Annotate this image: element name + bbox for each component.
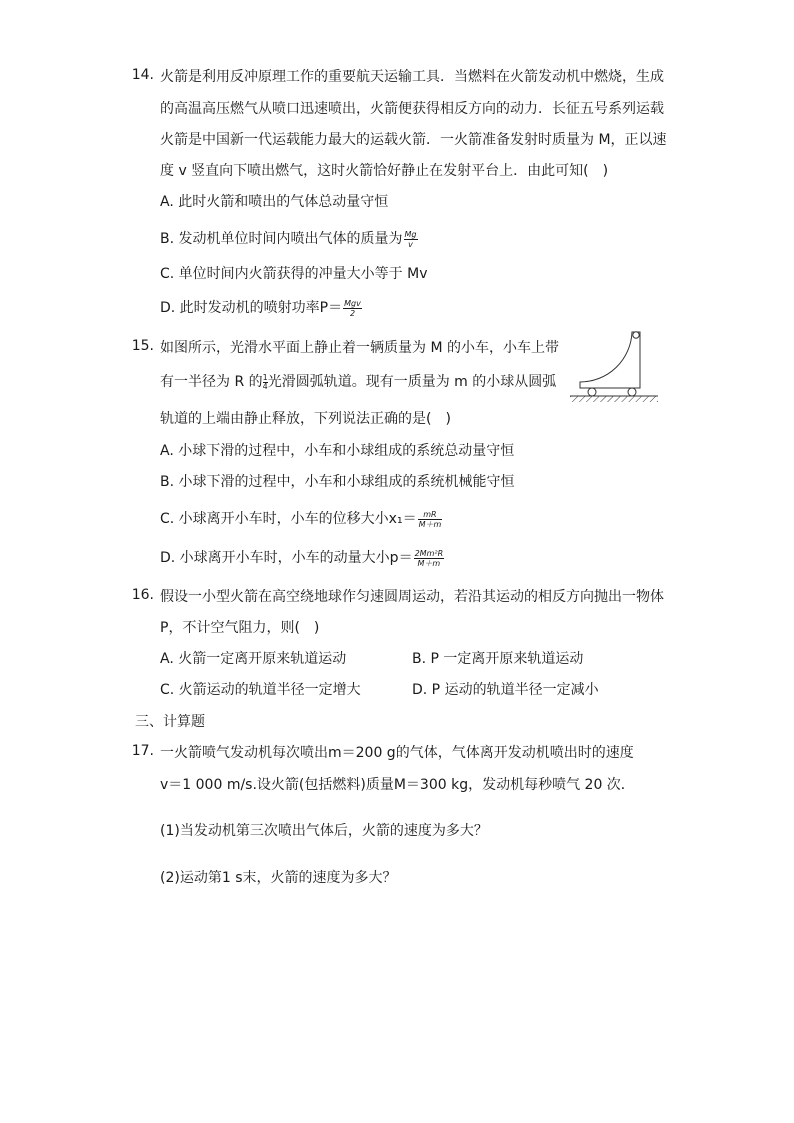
q14-option-b-numerator: Mg: [404, 229, 417, 239]
q15-quarter-denominator: 4: [262, 381, 268, 391]
q14-stem-line-4: 度 v 竖直向下喷出燃气，这时火箭恰好静止在发射平台上．由此可知( ): [160, 163, 609, 179]
q14-stem-line-2: 的高温高压燃气从喷口迅速喷出，火箭便获得相反方向的动力．长征五号系列运载: [160, 101, 664, 117]
q14-number: 14.: [131, 67, 154, 83]
q14-option-d: [160, 298, 363, 318]
q15-option-d-numerator: 2Mm²R: [414, 548, 444, 558]
q14-option-b-denominator: v: [408, 239, 413, 249]
q15-option-d-fraction: [414, 549, 445, 568]
q14-option-a: A. 此时火箭和喷出的气体总动量守恒: [160, 194, 389, 210]
q17-stem-line-1: 一火箭喷气发动机每次喷出m＝200 g的气体，气体离开发动机喷出时的速度: [160, 745, 634, 761]
q14-option-b-fraction: [404, 230, 418, 249]
cart-body: [580, 332, 640, 388]
q17-stem-line-2: v＝1 000 m/s.设火箭(包括燃料)质量M＝300 kg，发动机每秒喷气 20 次．: [160, 777, 635, 793]
wheel-left: [588, 388, 596, 396]
q14-option-d-denominator: 2: [349, 308, 356, 318]
q14-option-b: [160, 229, 419, 249]
ball: [633, 332, 639, 338]
q16-option-a: A. 火箭一定离开原来轨道运动: [160, 651, 347, 667]
q15-option-d: [160, 548, 445, 568]
q15-option-d-text: D. 小球离开小车时，小车的动量大小p＝: [160, 550, 413, 566]
q14-option-d-fraction: [343, 299, 362, 318]
q14-stem-line-3: 火箭是中国新一代运载能力最大的运载火箭．一火箭准备发射时质量为 M，正以速: [160, 132, 667, 148]
q15-stem-line-1: 如图所示，光滑水平面上静止着一辆质量为 M 的小车，小车上带: [160, 340, 559, 356]
q14-option-d-numerator: Mgv: [344, 298, 361, 308]
q16-option-d: D. P 运动的轨道半径一定减小: [412, 682, 599, 698]
wheel-right: [628, 388, 636, 396]
q15-option-c-numerator: mR: [418, 510, 443, 520]
q14-option-b-text: B. 发动机单位时间内喷出气体的质量为: [160, 231, 403, 247]
q17-subquestion-1: (1)当发动机第三次喷出气体后，火箭的速度为多大？: [160, 823, 488, 839]
q14-option-d-text: D. 此时发动机的喷射功率P＝: [160, 300, 343, 316]
q15-number: 15.: [131, 338, 154, 354]
q16-stem-line-1: 假设一小型火箭在高空绕地球作匀速圆周运动，若沿其运动的相反方向抛出一物体: [160, 589, 664, 605]
q14-option-c: C. 单位时间内火箭获得的冲量大小等于 Mv: [160, 266, 428, 282]
q17-subquestion-2: (2)运动第1 s末，火箭的速度为多大？: [160, 870, 397, 886]
q16-option-c: C. 火箭运动的轨道半径一定增大: [160, 682, 361, 698]
q15-stem-line-3: 轨道的上端由静止释放，下列说法正确的是( ): [160, 411, 451, 427]
q15-quarter-numerator: 1: [262, 372, 268, 382]
q15-option-c-denominator: M＋m: [418, 519, 442, 529]
q15-stem-line-2: [160, 372, 556, 392]
q14-stem-line-1: 火箭是利用反冲原理工作的重要航天运输工具．当燃料在火箭发动机中燃烧，生成: [160, 69, 664, 85]
q17-number: 17.: [131, 743, 154, 759]
q15-option-c-text: C. 小球离开小车时，小车的位移大小x₁＝: [160, 511, 417, 527]
section-heading-calculation: 三、计算题: [135, 714, 205, 730]
cart-arc-figure: [570, 326, 658, 406]
q16-number: 16.: [131, 587, 154, 603]
q15-option-c: [160, 509, 443, 529]
q15-stem-line-2a: 有一半径为 R 的: [160, 374, 263, 390]
q16-stem-line-2: P，不计空气阻力，则( ): [160, 620, 320, 636]
q15-option-a: A. 小球下滑的过程中，小车和小球组成的系统总动量守恒: [160, 443, 515, 459]
q16-option-b: B. P 一定离开原来轨道运动: [412, 651, 584, 667]
q15-option-d-denominator: M＋m: [417, 558, 441, 568]
ground-hatch: [570, 396, 658, 402]
q15-stem-line-2b: 光滑圆弧轨道。现有一质量为 m 的小球从圆弧: [267, 374, 557, 390]
q15-option-c-fraction: [418, 510, 443, 529]
q15-option-b: B. 小球下滑的过程中，小车和小球组成的系统机械能守恒: [160, 474, 515, 490]
